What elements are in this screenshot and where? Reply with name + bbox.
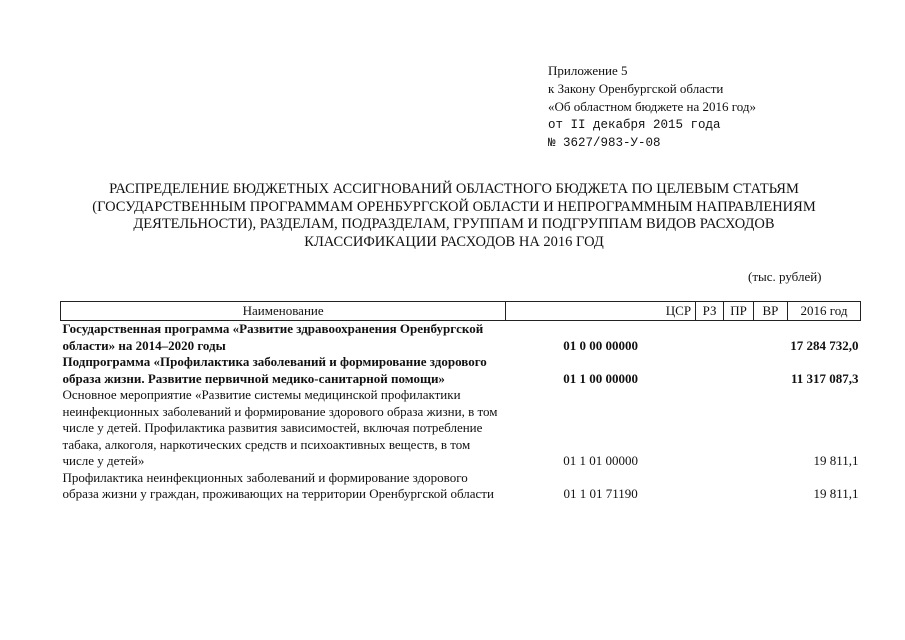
appendix-number: № 3627/983-У-08: [548, 136, 661, 150]
table-row: [61, 470, 861, 503]
row-csr: 01 1 00 00000: [563, 370, 639, 386]
header-csr: ЦСР: [506, 302, 696, 321]
header-name: Наименование: [61, 302, 506, 321]
row-amount: 19 811,1: [813, 486, 859, 501]
row-vr: [754, 470, 788, 503]
row-rz: [696, 470, 724, 503]
row-vr: [754, 387, 788, 470]
row-rz: [696, 354, 724, 387]
table-row: [61, 354, 861, 387]
appendix-line-2: к Закону Оренбургской области: [548, 81, 724, 96]
header-pr: ПР: [724, 302, 754, 321]
appendix-line-3: «Об областном бюджете на 2016 год»: [548, 99, 756, 114]
row-csr: 01 1 01 71190: [563, 486, 638, 501]
header-year: 2016 год: [787, 302, 860, 321]
row-pr: [724, 387, 754, 470]
budget-table: [60, 301, 861, 503]
appendix-line-1: Приложение 5: [548, 63, 628, 78]
row-pr: [724, 470, 754, 503]
title-line-4: КЛАССИФИКАЦИИ РАСХОДОВ НА 2016 ГОД: [304, 233, 604, 250]
row-pr: [724, 321, 754, 355]
title-line-2: (ГОСУДАРСТВЕННЫМ ПРОГРАММАМ ОРЕНБУРГСКОЙ ОБЛАСТИ И НЕПРОГРАММНЫМ НАПРАВЛЕНИЯМ: [92, 198, 816, 215]
row-csr: 01 1 01 00000: [563, 453, 639, 468]
title-line-3: ДЕЯТЕЛЬНОСТИ), РАЗДЕЛАМ, ПОДРАЗДЕЛАМ, ГРУППАМ И ПОДГРУППАМ ВИДОВ РАСХОДОВ: [133, 216, 775, 232]
row-name: Основное мероприятие «Развитие системы медицинской профилактики неинфекционных заболеваний и формирование здорового образа жизни, в том числе у детей. Профилактика развития зависимостей, включая потребление табака, алкоголя, наркотических средств и психоактивных веществ, в том числе у детей»: [62, 387, 498, 468]
units-label: (тыс. рублей): [748, 269, 822, 284]
row-vr: [754, 321, 788, 355]
row-csr: 01 0 00 00000: [563, 337, 639, 353]
appendix-date: от II декабря 2015 года: [548, 118, 721, 132]
row-amount: 17 284 732,0: [790, 337, 859, 353]
table-row: [61, 387, 861, 470]
appendix-block: [548, 62, 756, 152]
row-rz: [696, 321, 724, 355]
table-row: [61, 321, 861, 355]
table-header-row: [61, 302, 861, 321]
row-name: Подпрограмма «Профилактика заболеваний и формирование здорового образа жизни. Развитие первичной медико-санитарной помощи»: [62, 354, 487, 386]
row-amount: 11 317 087,3: [790, 370, 859, 386]
row-name: Профилактика неинфекционных заболеваний и формирование здорового образа жизни у граждан, проживающих на территории Оренбургской области: [62, 469, 494, 501]
document-title: [60, 181, 848, 251]
row-vr: [754, 354, 788, 387]
row-rz: [696, 387, 724, 470]
row-amount: 19 811,1: [813, 453, 859, 468]
row-name: Государственная программа «Развитие здравоохранения Оренбургской области» на 2014–2020 годы: [62, 321, 484, 353]
row-pr: [724, 354, 754, 387]
title-line-1: РАСПРЕДЕЛЕНИЕ БЮДЖЕТНЫХ АССИГНОВАНИЙ ОБЛАСТНОГО БЮДЖЕТА ПО ЦЕЛЕВЫМ СТАТЬЯМ: [109, 181, 799, 197]
header-rz: РЗ: [696, 302, 724, 321]
header-vr: ВР: [754, 302, 788, 321]
